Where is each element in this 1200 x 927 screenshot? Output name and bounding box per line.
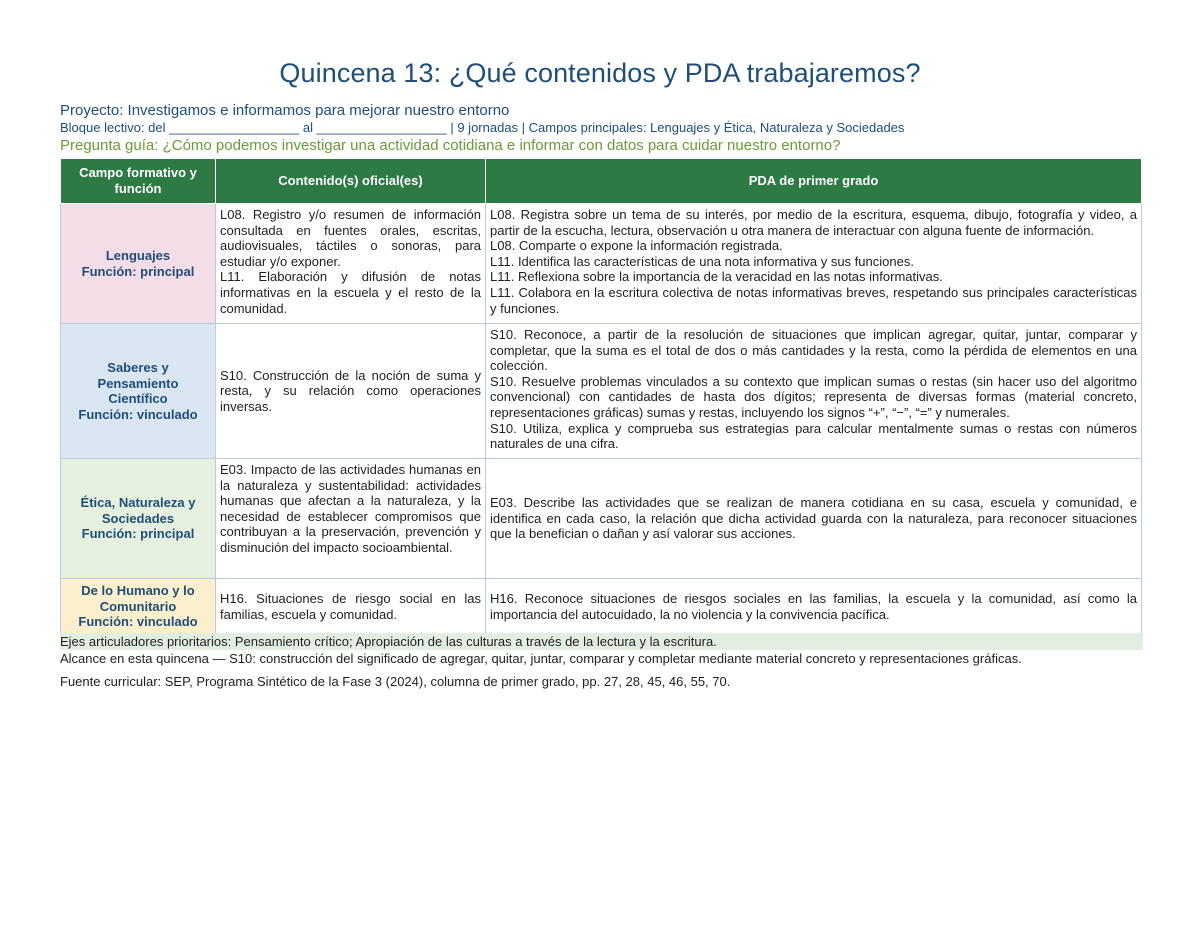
contenidos-cell	[216, 204, 486, 324]
pda-item: S10. Resuelve problemas vinculados a su contexto que implican sumas o restas (sin hacer uso del algoritmo convencional) con cantidades de hasta dos dígitos; representa de diversas formas (material concreto, representaciones gráficas) sumas y restas, incluyendo los signos “+”, “−”, “=” y numerales.	[490, 373, 1137, 420]
field-cell-lenguajes	[61, 204, 216, 324]
contenidos-cell	[216, 579, 486, 635]
header-contenidos: Contenido(s) oficial(es)	[216, 159, 486, 204]
pda-item: L11. Identifica las características de una nota informativa y sus funciones.	[490, 253, 914, 269]
field-name: Lenguajes	[105, 248, 171, 263]
alcance-note: Alcance en esta quincena — S10: construcción del significado de agregar, quitar, juntar, comparar y completar mediante material concreto y representaciones gráficas.	[60, 651, 1022, 666]
contenidos-cell	[216, 459, 486, 579]
content-table	[60, 158, 1142, 635]
contenido-item: S10. Construcción de la noción de suma y resta, y su relación como operaciones inversas.	[220, 367, 481, 414]
header-pda: PDA de primer grado	[486, 159, 1142, 204]
page-title: Quincena 13: ¿Qué contenidos y PDA trabajaremos?	[279, 58, 921, 88]
source-note: Fuente curricular: SEP, Programa Sintético de la Fase 3 (2024), columna de primer grado, pp. 27, 28, 45, 46, 55, 70.	[60, 674, 731, 689]
table-header-row	[61, 159, 1142, 204]
field-cell-saberes	[61, 324, 216, 459]
pda-cell	[486, 579, 1142, 635]
pda-cell	[486, 459, 1142, 579]
field-name: Saberes y Pensamiento Científico	[97, 360, 179, 406]
field-function: Función: principal	[81, 526, 195, 542]
block-line: Bloque lectivo: del __________________ al __________________ | 9 jornadas | Campos principales: Lenguajes y Ética, Naturaleza y Sociedades	[60, 120, 905, 135]
field-name: Ética, Naturaleza y Sociedades	[80, 495, 196, 526]
table-row	[61, 579, 1142, 635]
contenido-item: H16. Situaciones de riesgo social en las familias, escuela y comunidad.	[220, 590, 481, 622]
pda-cell	[486, 324, 1142, 459]
pda-item: S10. Utiliza, explica y comprueba sus estrategias para calcular mentalmente sumas o restas con números naturales de una cifra.	[490, 420, 1137, 452]
project-line: Proyecto: Investigamos e informamos para mejorar nuestro entorno	[60, 102, 510, 119]
pda-item: L08. Comparte o expone la información registrada.	[490, 238, 783, 254]
pda-item: L11. Colabora en la escritura colectiva de notas informativas breves, respetando sus principales características y funciones.	[490, 284, 1137, 316]
field-cell-etica	[61, 459, 216, 579]
contenido-item: E03. Impacto de las actividades humanas en la naturaleza y sustentabilidad: actividades humanas que afectan a la naturaleza, y la necesidad de establecer compromisos que contribuyan a la preservación, prevención y disminución del impacto socioambiental.	[220, 462, 481, 555]
pda-item: S10. Reconoce, a partir de la resolución de situaciones que implican agregar, quitar, juntar, comparar y completar, que la suma es el total de dos o más cantidades y la resta, como la pérdida de elementos en una colección.	[490, 327, 1137, 374]
pda-cell	[486, 204, 1142, 324]
field-function: Función: vinculado	[78, 614, 198, 630]
table-row	[61, 204, 1142, 324]
pda-item: L11. Reflexiona sobre la importancia de la veracidad en las notas informativas.	[490, 269, 943, 285]
table-row	[61, 459, 1142, 579]
field-cell-humano	[61, 579, 216, 635]
contenidos-cell	[216, 324, 486, 459]
pda-item: H16. Reconoce situaciones de riesgos sociales en las familias, la escuela y la comunidad, así como la importancia del autocuidado, la no violencia y la convivencia pacífica.	[490, 590, 1137, 622]
field-function: Función: vinculado	[78, 406, 198, 422]
guiding-question: Pregunta guía: ¿Cómo podemos investigar una actividad cotidiana e informar con datos para cuidar nuestro entorno?	[60, 137, 841, 154]
table-row	[61, 324, 1142, 459]
header-campo: Campo formativo y función	[61, 159, 216, 204]
contenido-item: L08. Registro y/o resumen de información consultada en fuentes orales, escritas, audiovisuales, táctiles o sonoras, para estudiar y/o exponer.	[220, 207, 481, 269]
field-function: Función: principal	[81, 263, 195, 279]
ejes-articuladores: Ejes articuladores prioritarios: Pensamiento crítico; Apropiación de las culturas a través de la lectura y la escritura.	[60, 633, 1143, 650]
contenido-item: L11. Elaboración y difusión de notas informativas en la escuela y el resto de la comunidad.	[220, 269, 481, 316]
pda-item: L08. Registra sobre un tema de su interés, por medio de la escritura, esquema, dibujo, fotografía y video, a partir de la escucha, lectura, observación u otra manera de interactuar con alguna fuente de información.	[490, 207, 1137, 238]
pda-item: E03. Describe las actividades que se realizan de manera cotidiana en su casa, escuela y comunidad, e identifica en cada caso, la relación que dicha actividad guarda con la naturaleza, para reconocer situaciones que la benefician o dañan y así valorar sus acciones.	[490, 495, 1137, 542]
field-name: De lo Humano y lo Comunitario	[81, 583, 195, 614]
